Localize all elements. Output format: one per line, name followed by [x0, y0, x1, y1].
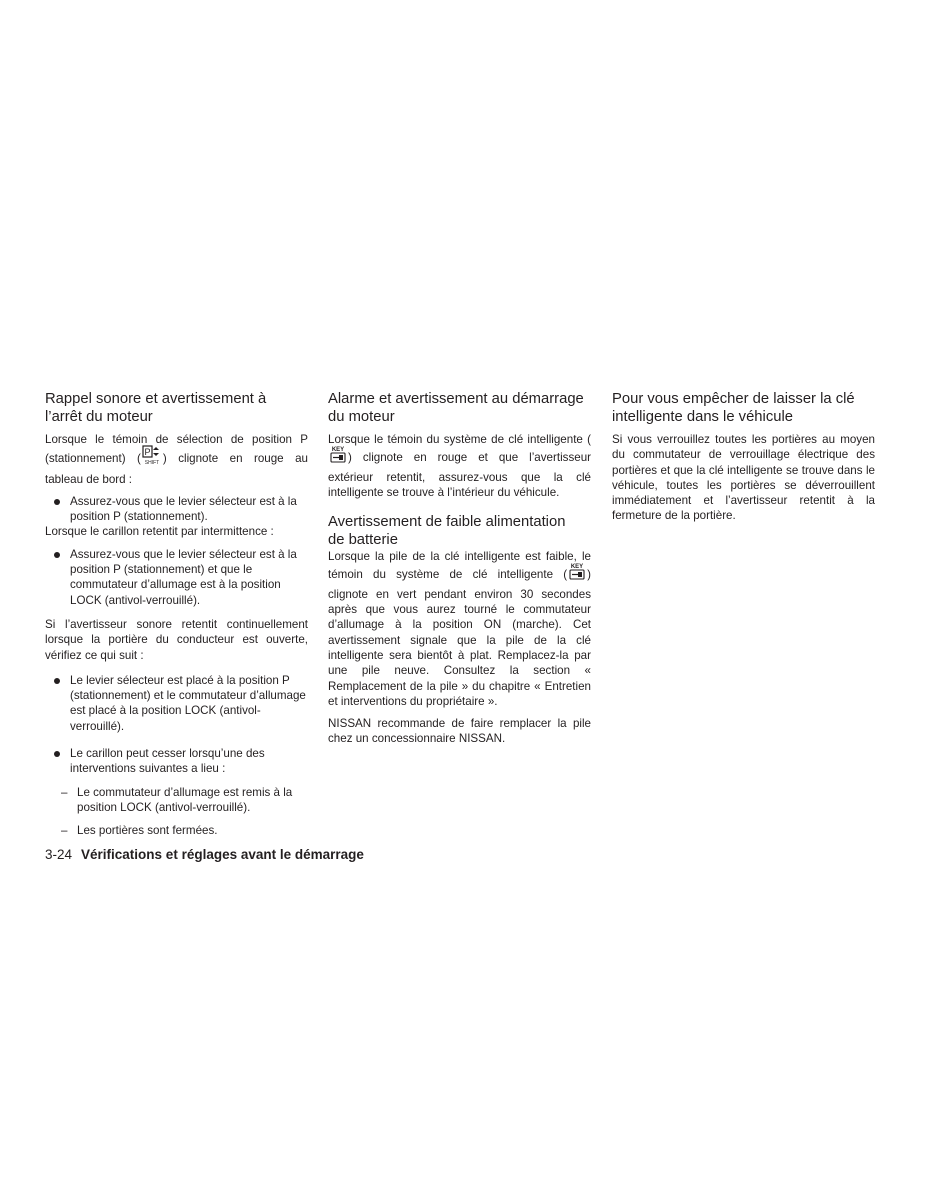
svg-text:SHIFT: SHIFT	[144, 460, 160, 466]
list-item: – Les portières sont fermées.	[61, 824, 218, 838]
bullet-dot	[54, 552, 60, 558]
paragraph-intermittent-chime: Lorsque le carillon retentit par intermittence :	[45, 525, 274, 539]
list-item: Assurez-vous que le levier sélecteur est à la position P (stationnement) et que le commutateur d’allumage est à la position LOCK (antivol-verrouillé).	[45, 547, 308, 608]
bullet-list-1	[45, 494, 308, 525]
paragraph-nissan-recommendation: NISSAN recommande de faire remplacer la pile chez un concessionnaire NISSAN.	[328, 717, 591, 746]
paragraph-key-indicator-red: Lorsque le témoin du système de clé intelligente ( KEY ) clignote en rouge et que l’avertisseur extérieur retentit, assurez-vous que la clé intelligente se trouve à l’intérieur du véhicule.	[328, 433, 591, 499]
list-item: Le levier sélecteur est placé à la position P (stationnement) et le commutateur d’allumage est placé à la position LOCK (antivol-verrouillé).	[45, 673, 308, 734]
section-title: Vérifications et réglages avant le démarrage	[81, 847, 364, 862]
dash-list	[61, 785, 308, 839]
section-heading-prevent-leaving-key: Pour vous empêcher de laisser la clé intelligente dans le véhicule	[612, 391, 855, 425]
list-item: Assurez-vous que le levier sélecteur est à la position P (stationnement).	[45, 494, 308, 525]
bullet-dot	[54, 678, 60, 684]
column-middle	[328, 390, 591, 754]
paragraph-shift-indicator: Lorsque le témoin de sélection de position P (stationnement) ( P SHIFT ) clignote en rouge au tableau de bord :	[45, 433, 308, 486]
section-heading-low-battery: Avertissement de faible alimentation de batterie	[328, 514, 566, 549]
key-indicator-icon	[328, 445, 348, 467]
svg-text:KEY: KEY	[570, 564, 584, 571]
svg-text:KEY: KEY	[331, 447, 345, 454]
bullet-dot	[54, 499, 60, 505]
page-number: 3-24	[45, 847, 73, 862]
paragraph-continuous-chime: Si l’avertisseur sonore retentit continuellement lorsque la portière du conducteur est ouverte, vérifiez ce qui suit :	[45, 617, 308, 662]
bullet-list-3	[45, 673, 308, 839]
page-footer	[45, 846, 364, 864]
paragraph-key-indicator-green: Lorsque la pile de la clé intelligente est faible, le témoin du système de clé intelligente ( KEY ) clignote en vert pendant environ 30 secondes après que vous aurez tourné le commutateur d’allumage à la position ON (marche). Cet avertissement signale que la pile de la clé intelligente sera bientôt à plat. Remplacez-la par une pile neuve. Consultez la section « Remplacement de la pile » du chapitre « Entretien et interventions du propriétaire ».	[328, 550, 591, 708]
shift-position-icon	[141, 445, 163, 469]
list-item: Le carillon peut cesser lorsqu’une des interventions suivantes a lieu : – Le commutateur d’allumage est remis à la position LOCK (antivol-verrouillé). – Les portières sont fermées.	[45, 746, 308, 838]
section-heading-engine-stop-warning: Rappel sonore et avertissement à l’arrêt du moteur	[45, 391, 267, 425]
column-left	[45, 390, 308, 848]
paragraph-door-lock: Si vous verrouillez toutes les portières au moyen du commutateur de verrouillage électrique des portières et que la clé intelligente se trouve dans le véhicule, toutes les portières se déverrouillent immédiatement et l’avertisseur retentit à la fermeture de la portière.	[612, 433, 875, 523]
column-right	[612, 390, 875, 531]
key-indicator-icon	[567, 562, 587, 584]
svg-text:P: P	[144, 447, 151, 458]
bullet-dot	[54, 751, 60, 757]
bullet-list-2	[45, 547, 308, 608]
section-heading-start-alarm: Alarme et avertissement au démarrage du moteur	[328, 391, 584, 425]
list-item: – Le commutateur d’allumage est remis à la position LOCK (antivol-verrouillé).	[61, 785, 293, 814]
